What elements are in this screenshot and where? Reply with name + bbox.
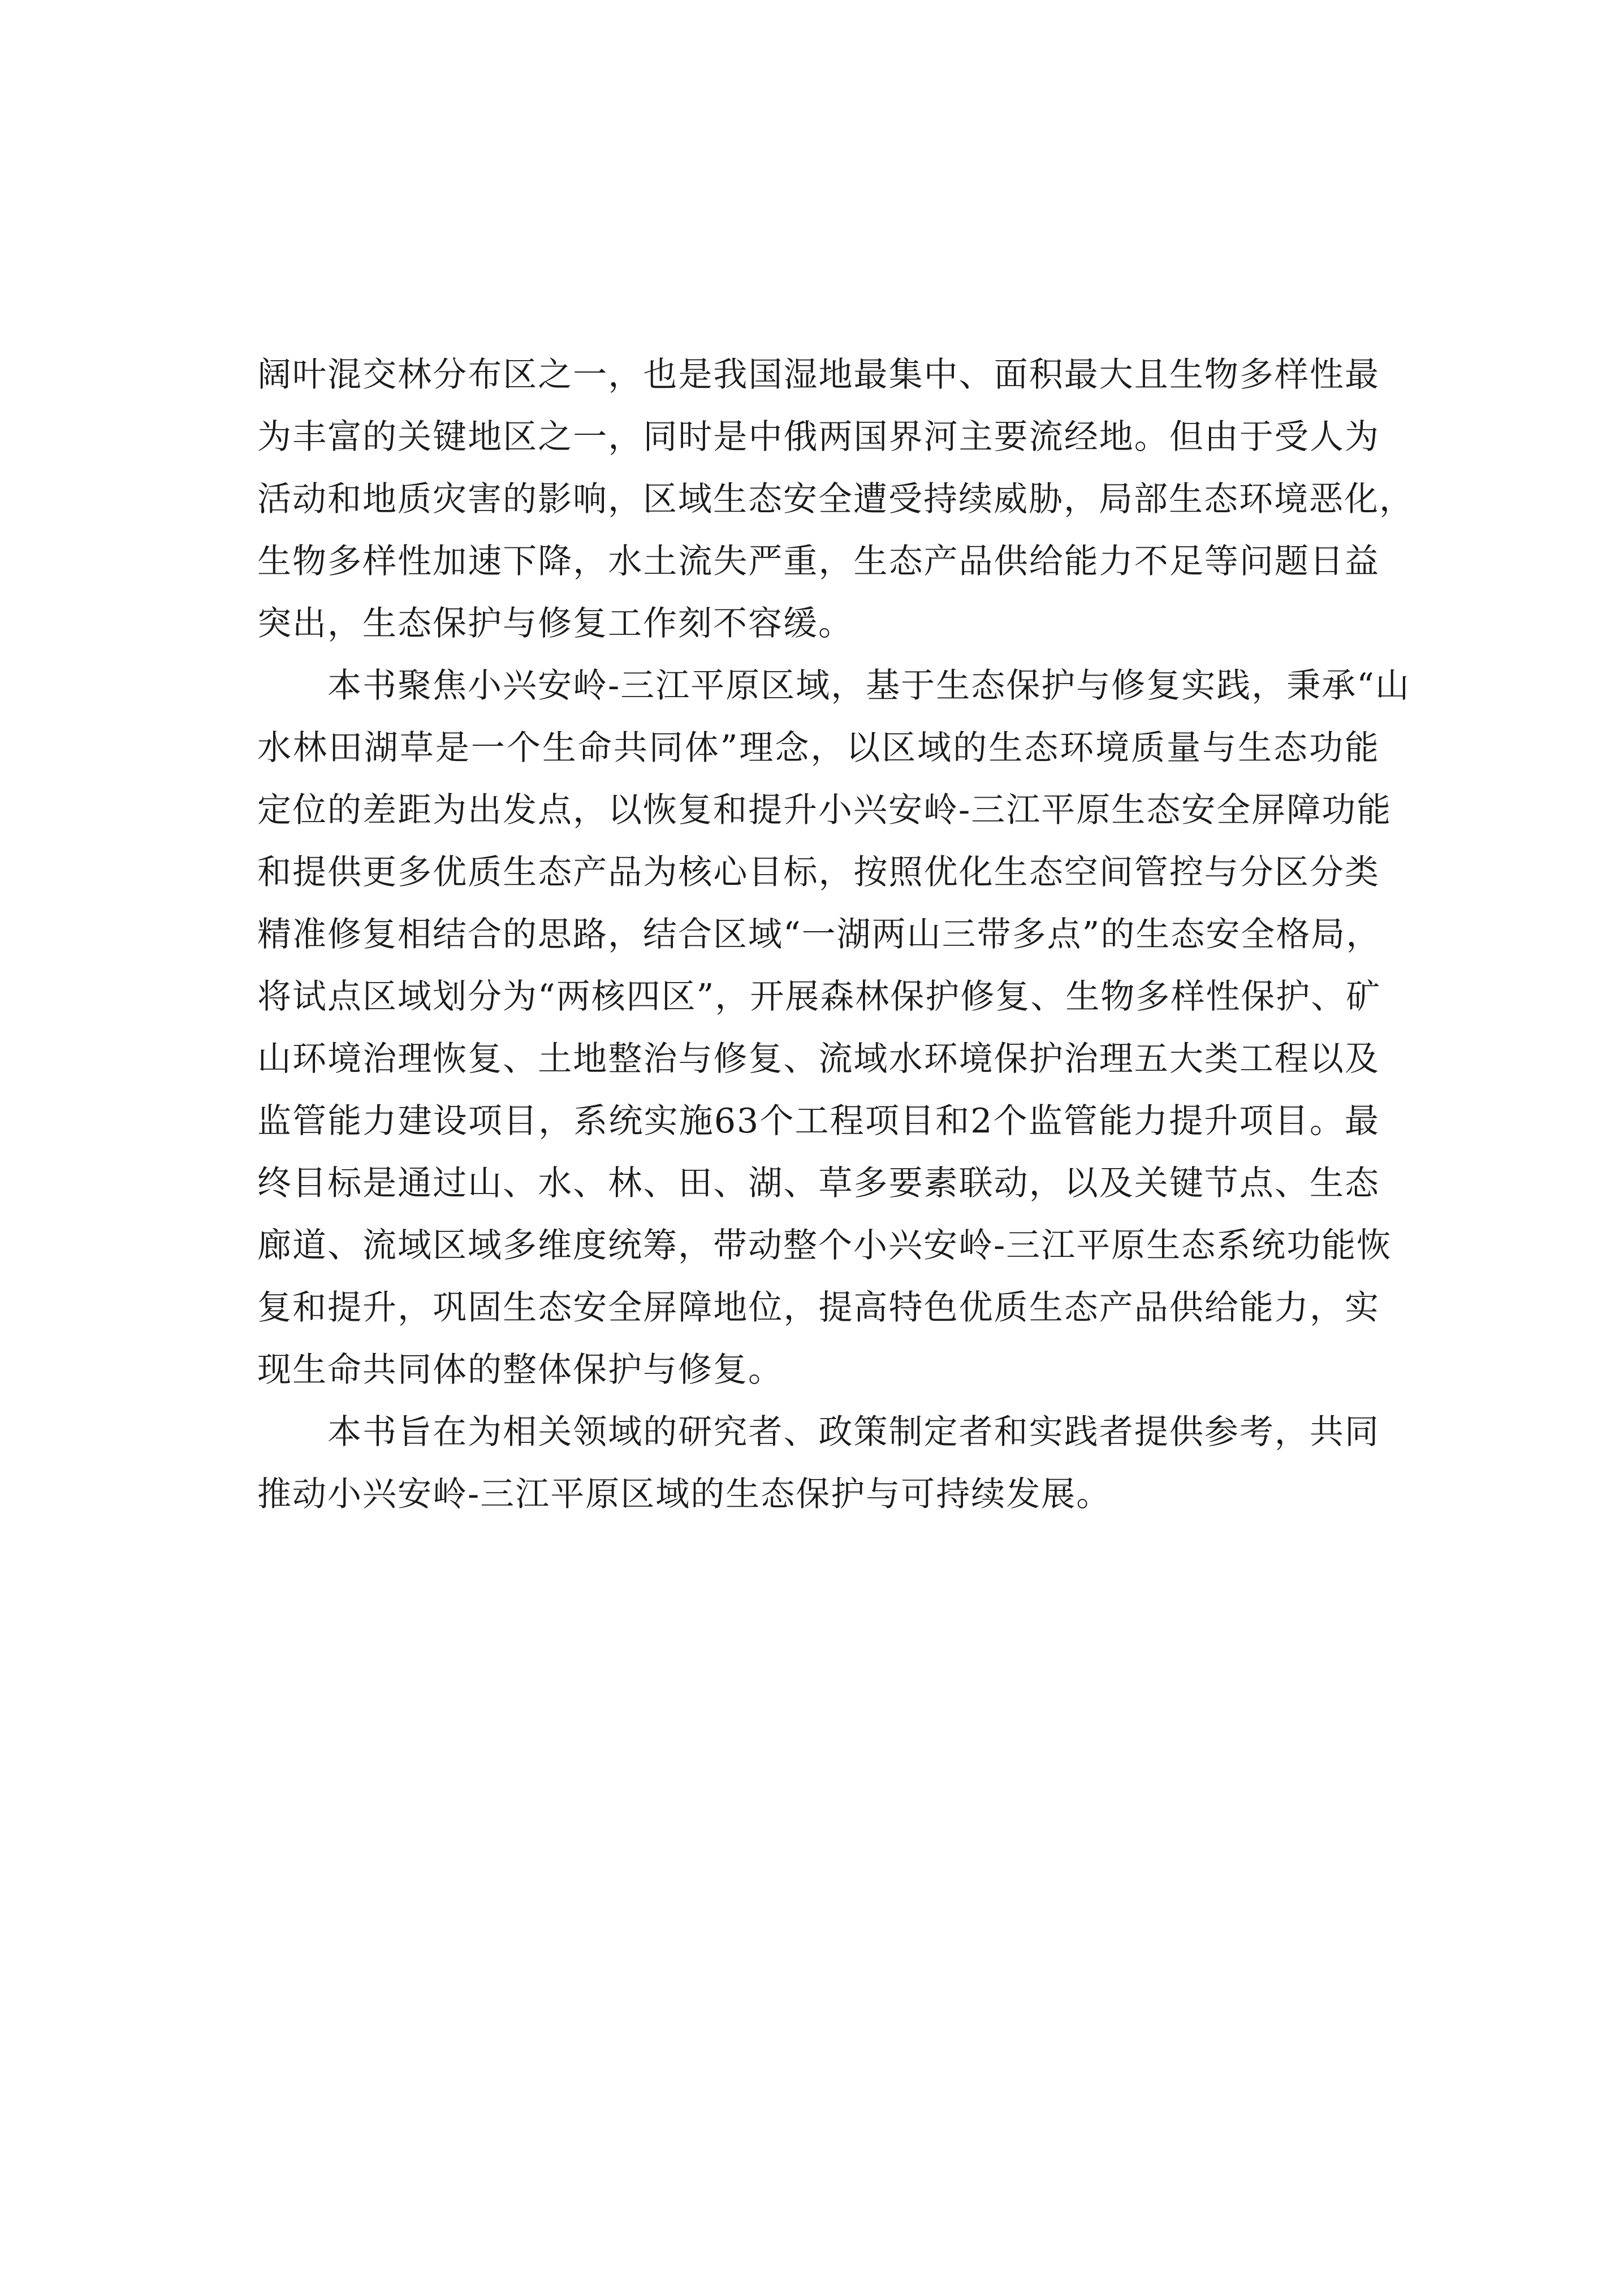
text-line: 阔叶混交林分布区之一，也是我国湿地最集中、面积最大且生物多样性最 [257,355,1380,395]
paragraph-2 [257,655,1410,1401]
paragraph-1 [257,344,1414,655]
text-line: 活动和地质灾害的影响，区域生态安全遭受持续威胁，局部生态环境恶化， [257,479,1414,519]
text-line: 本书旨在为相关领域的研究者、政策制定者和实践者提供参考，共同 [327,1412,1380,1452]
text-line: 突出，生态保护与修复工作刻不容缓。 [257,604,853,643]
text-line: 山环境治理恢复、土地整治与修复、流域水环境保护治理五大类工程以及 [257,1039,1380,1079]
text-line: 终目标是通过山、水、林、田、湖、草多要素联动，以及关键节点、生态 [257,1164,1380,1203]
text-line: 监管能力建设项目，系统实施63个工程项目和2个监管能力提升项目。最 [257,1101,1380,1141]
text-line: 和提供更多优质生态产品为核心目标，按照优化生态空间管控与分区分类 [257,853,1380,892]
paragraph-3 [257,1401,1380,1525]
text-line: 为丰富的关键地区之一，同时是中俄两国界河主要流经地。但由于受人为 [257,417,1380,457]
text-line: 廊道、流域区域多维度统筹，带动整个小兴安岭-三江平原生态系统功能恢 [257,1226,1392,1265]
text-line: 定位的差距为出发点，以恢复和提升小兴安岭-三江平原生态安全屏障功能 [257,790,1392,830]
text-line: 将试点区域划分为“两核四区”，开展森林保护修复、生物多样性保护、矿 [257,977,1381,1017]
text-line: 推动小兴安岭-三江平原区域的生态保护与可持续发展。 [257,1475,1112,1514]
text-line: 现生命共同体的整体保护与修复。 [257,1350,783,1390]
text-line: 复和提升，巩固生态安全屏障地位，提高特色优质生态产品供给能力，实 [257,1288,1380,1328]
text-line: 水林田湖草是一个生命共同体”理念，以区域的生态环境质量与生态功能 [257,728,1380,768]
text-line: 本书聚焦小兴安岭-三江平原区域，基于生态保护与修复实践，秉承“山 [327,666,1410,706]
body-text [257,344,1414,1525]
text-line: 精准修复相结合的思路，结合区域“一湖两山三带多点”的生态安全格局， [257,915,1381,954]
text-line: 生物多样性加速下降，水土流失严重，生态产品供给能力不足等问题日益 [257,542,1380,581]
